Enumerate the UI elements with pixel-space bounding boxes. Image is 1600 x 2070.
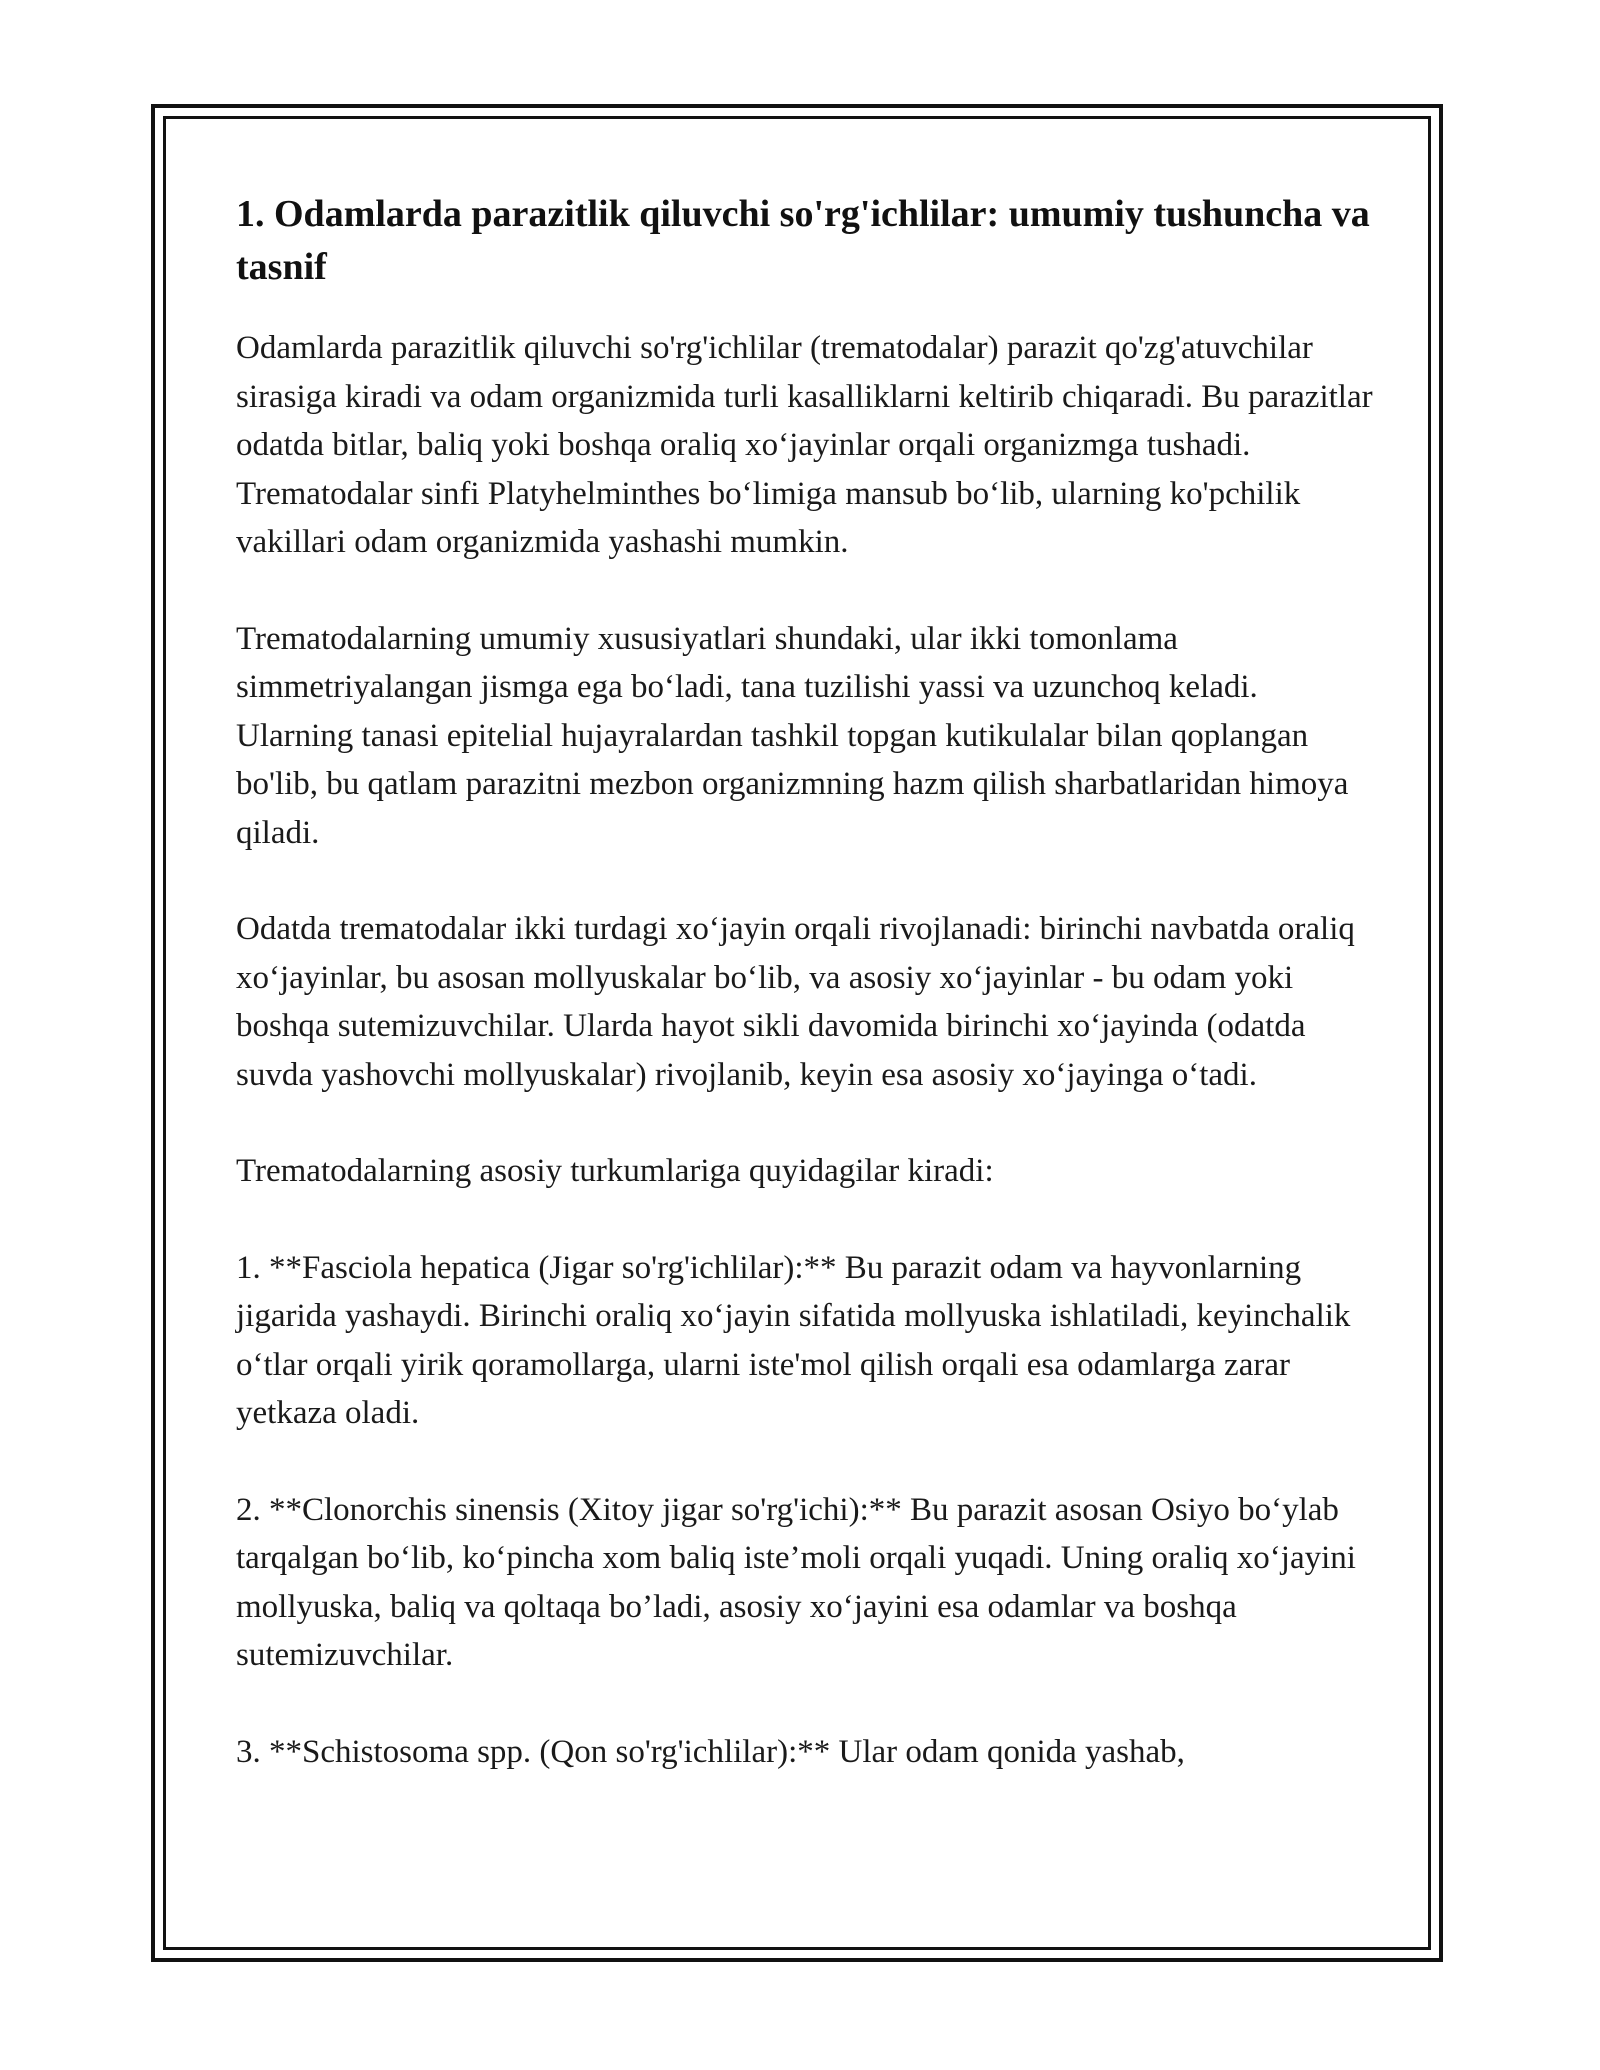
paragraph-general-features: Trematodalarning umumiy xususiyatlari shundaki, ular ikki tomonlama simmetriyalangan jismga ega bo‘ladi, tana tuzilishi yassi va uzunchoq keladi. Ularning tanasi epitelial hujayralardan tashkil topgan kutikulalar bilan qoplangan bo'lib, bu qatlam parazitni mezbon organizmning hazm qilish sharbatlaridan himoya qiladi. bbox=[236, 620, 1349, 851]
list-item-schistosoma: 3. **Schistosoma spp. (Qon so'rg'ichlilar):** Ular odam qonida yashab, bbox=[236, 1733, 1185, 1770]
section-heading: 1. Odamlarda parazitlik qiluvchi so'rg'ichlilar: umumiy tushuncha va tasnif bbox=[236, 193, 1370, 288]
list-item-fasciola: 1. **Fasciola hepatica (Jigar so'rg'ichlilar):** Bu parazit odam va hayvonlarning jigarida yashaydi. Birinchi oraliq xo‘jayin sifatida mollyuska ishlatiladi, keyinchalik o‘tlar orqali yirik qoramollarga, ularni iste'mol qilish orqali esa odamlarga zarar yetkaza oladi. bbox=[236, 1249, 1351, 1431]
document-body bbox=[236, 188, 1376, 1824]
paragraph-life-cycle: Odatda trematodalar ikki turdagi xo‘jayin orqali rivojlanadi: birinchi navbatda oraliq xo‘jayinlar, bu asosan mollyuskalar bo‘lib, va asosiy xo‘jayinlar - bu odam yoki boshqa sutemizuvchilar. Ularda hayot sikli davomida birinchi xo‘jayinda (odatda suvda yashovchi mollyuskalar) rivojlanib, keyin esa asosiy xo‘jayinga o‘tadi. bbox=[236, 911, 1355, 1093]
paragraph-groups-intro: Trematodalarning asosiy turkumlariga quyidagilar kiradi: bbox=[236, 1153, 994, 1189]
list-item-clonorchis: 2. **Clonorchis sinensis (Xitoy jigar so'rg'ichi):** Bu parazit asosan Osiyo bo‘ylab tarqalgan bo‘lib, ko‘pincha xom baliq iste’moli orqali yuqadi. Uning oraliq xo‘jayini mollyuska, baliq va qoltaqa bo’ladi, asosiy xo‘jayini esa odamlar va boshqa sutemizuvchilar. bbox=[236, 1491, 1356, 1673]
paragraph-intro: Odamlarda parazitlik qiluvchi so'rg'ichlilar (trematodalar) parazit qo'zg'atuvchilar sirasiga kiradi va odam organizmida turli kasalliklarni keltirib chiqaradi. Bu parazitlar odatda bitlar, baliq yoki boshqa oraliq xo‘jayinlar orqali organizmga tushadi. Trematodalar sinfi Platyhelminthes bo‘limiga mansub bo‘lib, ularning ko'pchilik vakillari odam organizmida yashashi mumkin. bbox=[236, 330, 1373, 560]
